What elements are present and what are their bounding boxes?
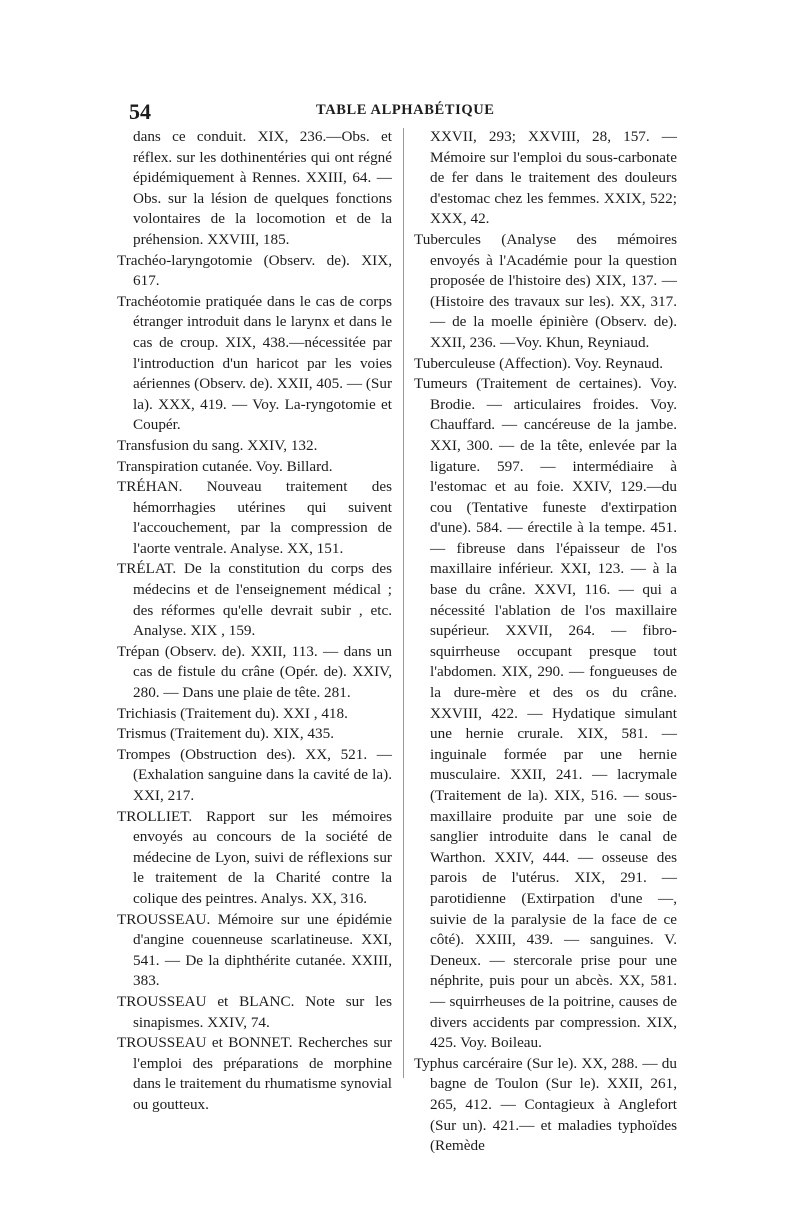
right-column (414, 127, 677, 1157)
index-entry: TRÉLAT. De la constitution du corps des médecins et de l'enseignement médical ; des réformes qu'elle devrait subir , etc. Analyse. XIX , 159. (117, 560, 392, 640)
index-entry: Trépan (Observ. de). XXII, 113. — dans un cas de fistule du crâne (Opér. de). XXIV, 280. — Dans une plaie de tête. 281. (117, 642, 392, 702)
index-entry: Trachéotomie pratiquée dans le cas de corps étranger introduit dans le larynx et dans le cas de croup. XIX, 438.—nécessitée par l'introduction d'un haricot par les voies aériennes (Observ. de). XXII, 405. — (Sur la). XXX, 419. — Voy. La-ryngotomie et Coupér. (117, 292, 392, 434)
index-entry: dans ce conduit. XIX, 236.—Obs. et réflex. sur les dothinentéries qui ont régné épidémiquement à Rennes. XXIII, 64. — Obs. sur la lésion de quelques fonctions volontaires de la locomotion et de la préhension. XXVIII, 185. (133, 128, 392, 248)
index-entry: Tumeurs (Traitement de certaines). Voy. Brodie. — articulaires froides. Voy. Chauffard. — cancéreuse de la jambe. XXI, 300. — de la tête, enlevée par la ligature. 597. — intermédiaire à l'estomac et au foie. XXIV, 129.—du cou (Tentative funeste d'extirpation d'une). 584. — érectile à la tempe. 451. — fibreuse dans l'épaisseur de l'os maxillaire inférieur. XXI, 123. — à la base du crâne. XXVI, 116. — qui a nécessité l'ablation de l'os maxillaire supérieur. XXVII, 264. — fibro-squirrheuse occupant presque tout l'abdomen. XIX, 290. — fongueuses de la dure-mère et des os du crâne. XXVIII, 422. — Hydatique simulant une hernie crurale. XIX, 581. — inguinale formée par une hernie musculaire. XXII, 241. — lacrymale (Traitement de la). XIX, 516. — sous-maxillaire produite par une soie de sanglier introduite dans le canal de Warthon. XXIV, 444. — osseuse des parois de l'utérus. XIX, 291. — parotidienne (Extirpation d'une —, suivie de la paralysie de la face de ce côté). XXIII, 439. — sanguines. V. Deneux. — stercorale prise pour une néphrite, puis pour un abcès. XX, 581.— squirrheuses de la poitrine, causes de divers accidents par compression. XIX, 425. Voy. Boileau. (414, 375, 677, 1052)
index-entry: Trichiasis (Traitement du). XXI , 418. (117, 704, 348, 722)
page-number: 54 (129, 99, 151, 124)
index-entry: Trachéo-laryngotomie (Observ. de). XIX, 617. (117, 251, 392, 290)
column-divider (403, 128, 404, 1078)
index-entry: TROLLIET. Rapport sur les mémoires envoyés au concours de la société de médecine de Lyon, suivi de réflexions sur le traitement de la Charité contre la colique des peintres. Analys. XX, 316. (117, 807, 392, 907)
index-entry: Trompes (Obstruction des). XX, 521. — (Exhalation sanguine dans la cavité de la). XXI, 217. (117, 745, 392, 804)
left-column (117, 127, 392, 1116)
index-entry: TROUSSEAU et BONNET. Recherches sur l'emploi des préparations de morphine dans le traitement du rhumatisme synovial ou goutteux. (117, 1034, 392, 1113)
index-entry: Trismus (Traitement du). XIX, 435. (117, 725, 334, 743)
index-entry: XXVII, 293; XXVIII, 28, 157. — Mémoire sur l'emploi du sous-carbonate de fer dans le traitement des douleurs d'estomac chez les femmes. XXIX, 522; XXX, 42. (430, 128, 677, 228)
index-entry: Transpiration cutanée. Voy. Billard. (117, 457, 333, 475)
index-entry: Tubercules (Analyse des mémoires envoyés à l'Académie pour la question proposée de l'histoire des) XIX, 137. — (Histoire des travaux sur les). XX, 317. — de la moelle épinière (Observ. de). XXII, 236. —Voy. Khun, Reyniaud. (414, 230, 677, 351)
index-entry: TRÉHAN. Nouveau traitement des hémorrhagies utérines qui suivent l'accouchement, par la compression de l'aorte ventrale. Analyse. XX, 151. (117, 478, 392, 557)
running-head: TABLE ALPHABÉTIQUE (316, 102, 495, 118)
index-entry: Tuberculeuse (Affection). Voy. Reynaud. (414, 354, 664, 372)
index-entry: TROUSSEAU et BLANC. Note sur les sinapismes. XXIV, 74. (117, 992, 392, 1031)
index-entry: TROUSSEAU. Mémoire sur une épidémie d'angine couenneuse scarlatineuse. XXI, 541. — De la diphthérite cutanée. XXIII, 383. (117, 910, 392, 990)
index-entry: Typhus carcéraire (Sur le). XX, 288. — du bagne de Toulon (Sur le). XXII, 261, 265, 412. — Contagieux à Anglefort (Sur un). 421.— et maladies typhoïdes (Remède (414, 1054, 677, 1155)
index-entry: Transfusion du sang. XXIV, 132. (117, 436, 318, 454)
